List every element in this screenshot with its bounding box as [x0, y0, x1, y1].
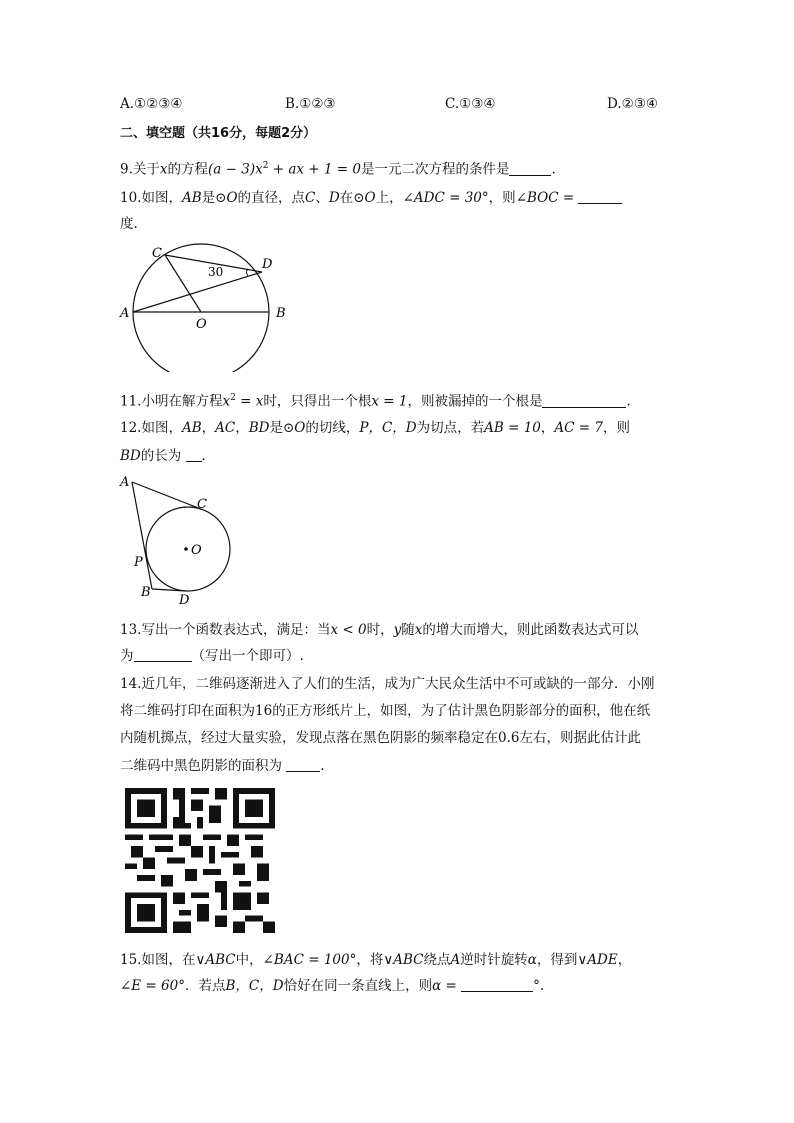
q12-ab: AB [181, 420, 202, 436]
q13-x: x [414, 622, 423, 638]
q15-l2-t1: ．若点 [185, 978, 226, 994]
figure-tangent-circle [112, 470, 242, 608]
tangent-ac [132, 482, 201, 509]
q12-comma2: ， [235, 420, 249, 436]
q15-e: ∠E = 60° [120, 978, 185, 994]
question-14-line2 [120, 701, 650, 721]
tangent-ab [132, 482, 152, 589]
question-12-line1 [120, 418, 630, 438]
q11-text: 11.小明在解方程 [120, 393, 223, 410]
q12-t2: 的切线， [305, 420, 360, 436]
q13-t2: 随 [401, 622, 415, 638]
label-o: O [196, 317, 207, 332]
q9-text: 9.关于 [120, 161, 160, 178]
circle-o-2 [146, 507, 230, 591]
q15-bac: ∠BAC = 100° [262, 952, 357, 968]
figure-circle-diameter [112, 240, 302, 372]
q12-comma1: ， [201, 420, 216, 436]
q10-ab: AB [181, 190, 202, 206]
q13-t3: 的增大而增大，则此函数表达式可以 [422, 622, 639, 638]
option-d: D.②③④ [607, 96, 658, 112]
q9-answer-blank[interactable] [509, 161, 551, 176]
q15-t3: 绕点 [423, 952, 451, 968]
q10-boc: ∠BOC = [515, 190, 575, 206]
q15-t4: 逆时针旋转 [460, 952, 528, 968]
q15-l2-t2: 恰好在同一条直线上，则 [283, 978, 433, 994]
option-b: B.①②③ [285, 96, 336, 112]
question-13-line1 [120, 620, 638, 640]
q15-t1: 中， [235, 952, 263, 968]
option-c: C.①③④ [445, 96, 496, 112]
question-15-line2 [120, 976, 544, 996]
center-dot [184, 547, 188, 551]
q11-eq: x [222, 393, 231, 410]
q12-answer-blank[interactable] [186, 447, 202, 462]
q14-l3-post: 左右，则据此估计此 [519, 730, 641, 746]
q10-t4: 上， [375, 190, 403, 206]
q13-y: y [393, 622, 402, 638]
q15-tri2: ∨ADE [577, 952, 618, 968]
segment-co [165, 255, 201, 312]
question-14-line4 [120, 756, 325, 776]
q14-area: 16 [255, 703, 273, 719]
q15-alpha: α [527, 952, 537, 968]
q12-bd-2: BD [120, 448, 141, 464]
qr-finder-top-left [125, 788, 167, 829]
q15-t5: ，得到 [536, 952, 578, 968]
question-14-line3 [120, 728, 641, 748]
q14-l4-pre: 二维码中黑色阴影的面积为 [120, 758, 282, 774]
q12-end: . [201, 448, 206, 464]
q14-l2-post: 的正方形纸片上，如图，为了估计黑色阴影部分的面积，他在纸 [272, 703, 651, 719]
label-b-2: B [141, 585, 151, 600]
section-title: 二、填空题（共16分，每题2分） [120, 126, 317, 141]
q12-bd: BD [248, 420, 270, 436]
q15-t2: ，将 [356, 952, 384, 968]
question-11 [120, 388, 631, 412]
label-a: A [120, 306, 130, 321]
question-13-line2 [120, 646, 304, 666]
q12-text: 12.如图， [120, 420, 182, 436]
question-10-line1 [120, 188, 622, 208]
label-a-2: A [120, 475, 130, 490]
q14-answer-blank[interactable] [286, 757, 320, 772]
q12-t3: 为切点，若 [416, 420, 485, 436]
q13-cond: x < 0 [330, 622, 367, 638]
q15-l2-end: °. [533, 978, 545, 994]
q10-circle: ⊙O [215, 190, 238, 206]
label-d: D [262, 257, 273, 272]
q10-text: 10.如图， [120, 190, 182, 206]
q14-l2-pre: 将二维码打印在面积为 [120, 703, 255, 719]
q13-l2-post: （写出一个即可）. [191, 648, 304, 664]
q15-answer-blank[interactable] [461, 977, 533, 992]
q14-l3-pre: 内随机掷点，经过大量实验，发现点落在黑色阴影的频率稳定在 [120, 730, 498, 746]
question-9 [120, 156, 556, 180]
option-a: A.①②③④ [120, 96, 183, 112]
q11-end: . [626, 393, 631, 410]
q15-l2-alpha: α = [432, 978, 457, 994]
q11-root: x = 1 [371, 393, 408, 410]
question-10-line2: 度. [120, 216, 138, 232]
q10-angle: ∠ADC = 30° [402, 190, 489, 206]
q12-comma3: ， [540, 420, 555, 436]
q15-a: A [450, 952, 461, 968]
q14-end: . [320, 758, 325, 774]
label-c-2: C [197, 497, 207, 512]
question-15-line1 [120, 950, 631, 970]
q9-eq-x: x [255, 161, 263, 178]
label-angle-30: 30 [208, 265, 224, 279]
q15-bcd: B，C，D [225, 978, 284, 994]
q10-t1: 是 [201, 190, 216, 206]
q9-eq-rest: + ax + 1 = 0 [268, 161, 361, 178]
question-12-line2 [120, 446, 206, 466]
label-o-2: O [191, 543, 202, 558]
q15-tri1-2: ∨ABC [383, 952, 424, 968]
q13-t1: 时， [366, 622, 394, 638]
q9-text-post: 是一元二次方程的条件是 [360, 161, 510, 178]
q12-circle: ⊙O [283, 420, 306, 436]
q9-var: x [159, 161, 168, 178]
q12-t4: ，则 [602, 420, 630, 436]
q10-t2: 的直径，点 [237, 190, 306, 206]
label-b: B [276, 306, 286, 321]
q9-eq: (a − 3) [208, 161, 256, 178]
q12-l2-post: 的长为 [140, 448, 182, 464]
label-d-2: D [179, 593, 190, 608]
q15-tri1: ∨ABC [195, 952, 236, 968]
q11-eq-rest: = x [235, 393, 264, 410]
q11-sup: 2 [230, 393, 236, 403]
label-c: C [152, 246, 162, 261]
q13-text: 13.写出一个函数表达式，满足：当 [120, 622, 331, 638]
q9-text-mid: 的方程 [167, 161, 209, 178]
q10-sep: 、 [315, 190, 329, 206]
q12-eq1: AB = 10 [484, 420, 541, 436]
q15-text: 15.如图，在 [120, 952, 196, 968]
q12-t1: 是 [269, 420, 283, 436]
q10-d: D [328, 190, 340, 206]
q15-comma: ， [617, 952, 632, 968]
q12-eq2: AC = 7 [554, 420, 603, 436]
q10-t3: 在 [339, 190, 354, 206]
qr-code-image [125, 788, 275, 933]
q10-c: C [305, 190, 316, 206]
q11-text-post: ，则被漏掉的一个根是 [407, 393, 543, 410]
circle-o [133, 244, 269, 372]
q12-ac: AC [215, 420, 236, 436]
q14-freq: 0.6 [498, 730, 520, 746]
qr-finder-bottom-left [125, 892, 167, 933]
q9-end: . [551, 161, 556, 178]
q9-sup: 2 [262, 161, 269, 171]
label-p: P [134, 555, 143, 570]
q11-answer-blank[interactable] [542, 393, 626, 408]
q13-answer-blank[interactable] [134, 647, 192, 662]
qr-finder-top-right [233, 788, 275, 829]
q11-text-mid: 时，只得出一个根 [263, 393, 372, 410]
q10-t5: ，则 [488, 190, 516, 206]
q10-answer-blank[interactable] [578, 189, 622, 204]
q12-pcd: P，C，D [359, 420, 417, 436]
q10-circle-2: ⊙O [353, 190, 376, 206]
q13-l2-pre: 为 [120, 648, 134, 664]
question-14-line1: 14.近几年，二维码逐渐进入了人们的生活，成为广大民众生活中不可或缺的一部分．小刚 [120, 676, 655, 692]
